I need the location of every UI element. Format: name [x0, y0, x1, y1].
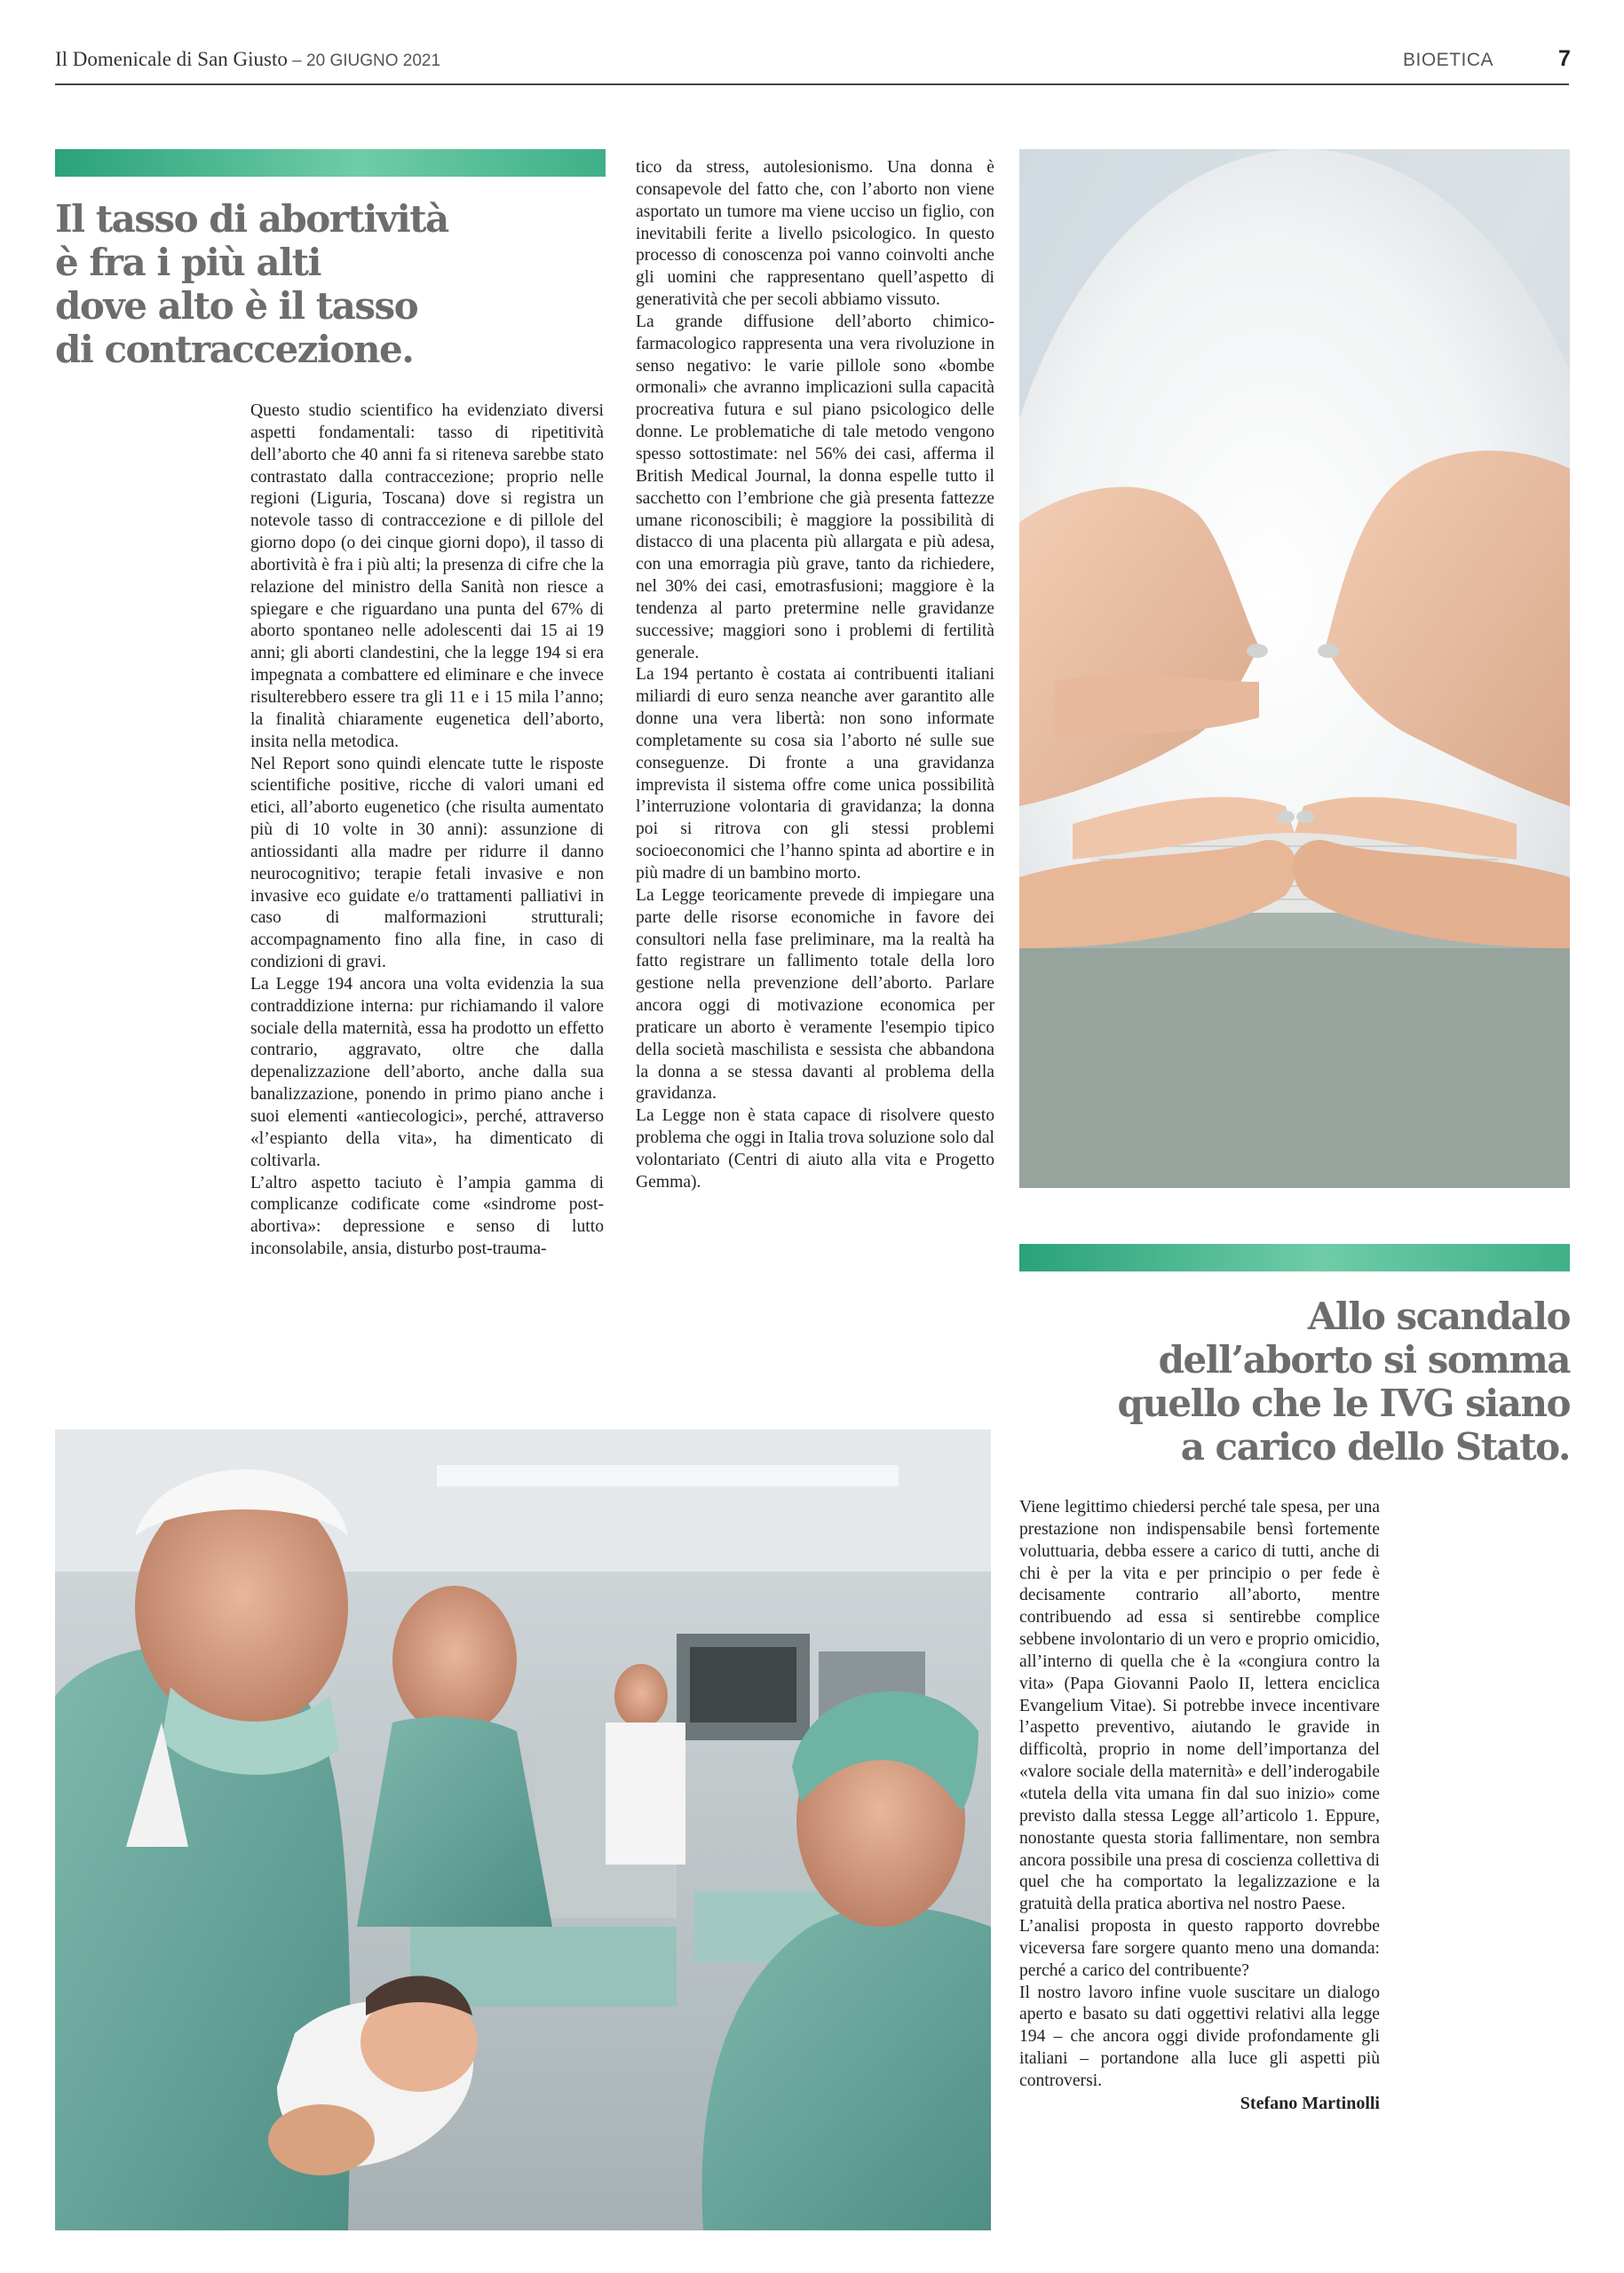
paragraph: Viene legittimo chiedersi perché tale spesa, per una prestazione non indispensabile bensì fortemente voluttuaria, debba essere a carico di tutti, anche di chi è per la vita e per principio o per fede è decisamente contrario all’aborto, mentre contribuendo ad essa si sentirebbe complice sebbene involontario di un vero e proprio omicidio, all’interno di quella che è la «congiura contro la vita» (Papa Giovanni Paolo II, lettera enciclica Evangelium Vitae). Si potrebbe invece incentivare l’aspetto preventivo, aiutando le gravide in difficoltà, proprio in nome dell’importanza del «valore sociale della maternità» e dell’inderogabile «tutela della vita umana fin dal suo inizio» come previsto dalla stessa Legge all’articolo 1. Eppure, nonostante questa storia fallimentare, non sembra ancora possibile una presa di coscienza collettiva di quel che ha comportato la legalizzazione e la gratuità della pratica abortiva nel nostro Paese.	[1019, 1498, 1380, 1914]
paragraph: Il nostro lavoro infine vuole suscitare un dialogo aperto e basato su dati oggettivi relativi alla legge 194 – che ancora oggi divide profondamente gli italiani – portandone alla luce gli aspetti più controversi.	[1019, 1983, 1380, 2090]
header-rule	[55, 83, 1569, 85]
issue-date: – 20 GIUGNO 2021	[287, 51, 441, 70]
paragraph: La Legge 194 ancora una volta evidenzia la sua contraddizione interna: pur richiamando il valore sociale della maternità, essa ha prodotto un effetto contrario, aggravato, oltre che dalla depenalizzazione dell’aborto, anche dalla sua banalizzazione, ponendo in primo piano anche i suoi elementi «antiecologici», perché, attraverso «l’espianto della vita», ha dimenticato di coltivarla.	[250, 974, 604, 1170]
pope-with-newborn-photo	[55, 1430, 991, 2230]
paragraph: L’altro aspetto taciuto è l’ampia gamma di complicanze codificate come «sindrome post-abortiva»: depressione e senso di lutto inconsolabile, ansia, disturbo post-trauma-	[250, 1173, 604, 1259]
paragraph: Nel Report sono quindi elencate tutte le risposte scientifiche positive, ricche di valori umani ed etici, all’aborto eugenetico (che risulta aumentato più di 10 volte in 30 anni): assunzione di antiossidanti alla madre per ridurre il danno neurocognitivo; terapie fetali invasive e non invasive eco guidate e/o trattamenti palliativi in caso di malformazioni strutturali; accompagnamento fino alla fine, in caso di condizioni di gravi.	[250, 754, 604, 972]
article-column-1	[250, 400, 604, 1261]
publication-header	[55, 48, 440, 71]
paragraph: Questo studio scientifico ha evidenziato diversi aspetti fondamentali: tasso di ripetitività dell’aborto che 40 anni fa si riteneva sarebbe stato contrastato dalla contraccezione; proprio nelle regioni (Liguria, Toscana) dove si registra un notevole tasso di contraccezione e di pillole del giorno dopo (o dei cinque giorni dopo), il tasso di abortività è fra i più alti; la presenza di cifre che la relazione del ministro della Sanità non riesce a spiegare e che riguardano una punta del 67% di aborto spontaneo nelle adolescenti dai 15 ai 19 anni; gli aborti clandestini, che la legge 194 si era impegnata a combattere ed eliminare e che invece risulterebbero essere tra gli 11 e i 15 mila l’anno; la finalità chiaramente eugenetica dell’aborto, insita nella metodica.	[250, 401, 604, 751]
page-number: 7	[1558, 46, 1571, 71]
headline-line: è fra i più alti	[55, 241, 321, 284]
paragraph: La 194 pertanto è costata ai contribuenti italiani miliardi di euro senza neanche aver garantito alle donne una vera libertà: non sono informate completamente su cosa sia l’aborto né sulle sue conseguenze. Di fronte a una gravidanza imprevista il sistema offre come unica possibilità l’interruzione volontaria di gravidanza; la donna poi si ritrova con gli stessi problemi socioeconomici che l’hanno spinta ad abortire e in più madre di un bambino morto.	[636, 665, 994, 883]
headline-line: a carico dello Stato.	[1180, 1425, 1570, 1469]
headline-contraception	[55, 197, 606, 371]
paragraph: La Legge non è stata capace di risolvere questo problema che oggi in Italia trova soluzione solo dal volontariato (Centri di aiuto alla vita e Progetto Gemma).	[636, 1106, 994, 1192]
paragraph: tico da stress, autolesionismo. Una donna è consapevole del fatto che, con l’aborto non viene asportato un tumore ma viene ucciso un figlio, con inevitabili ferite a livello psicologico. In questo processo di conoscenza poi vanno coinvolti anche gli uomini che rappresentano quell’aspetto di generatività che per secoli abbiamo vissuto.	[636, 158, 994, 310]
headline-line: quello che le IVG siano	[1117, 1382, 1570, 1425]
pregnancy-heart-hands-photo	[1019, 149, 1570, 1188]
paragraph: La Legge teoricamente prevede di impiegare una parte delle risorse economiche in favore dei consultori nella fase preliminare, ma la realtà ha fatto registrare un fallimento totale della loro gestione nella prevenzione dell’aborto. Parlare ancora oggi di motivazione economica per praticare un aborto è veramente l'esempio tipico della società maschilista e sessista che abbandona la donna a se stessa davanti al problema della gravidanza.	[636, 885, 994, 1104]
headline-line: di contraccezione.	[55, 328, 414, 371]
headline-ivg-cost	[1019, 1295, 1570, 1469]
publication-name: Il Domenicale di San Giusto	[55, 48, 288, 70]
article-column-3	[1019, 1497, 1380, 2115]
paragraph: La grande diffusione dell’aborto chimico-farmacologico rappresenta una vera rivoluzione in senso negativo: le varie pillole sono «bombe ormonali» che avranno implicazioni sulla capacità procreativa futura e sul piano psicologico delle donne. Le problematiche di tale metodo vengono spesso sottostimate: nel 56% dei casi, afferma il British Medical Journal, la donna espelle tutto il sacchetto con l’embrione che già presenta fattezze umane riconoscibili; è maggiore la possibilità di distacco di una placenta più allargata e più adesa, con una emorragia più grave, tanto da richiedere, nel 30% dei casi, emotrasfusioni; maggiore è la tendenza al parto pretermine nelle gravidanze successive; maggiori sono i problemi di fertilità generale.	[636, 312, 994, 662]
author-signature: Stefano Martinolli	[1240, 2093, 1380, 2113]
headline-line: dell’aborto si somma	[1158, 1338, 1570, 1382]
section-label: BIOETICA	[1403, 50, 1494, 70]
green-accent-bar-bottom	[1019, 1244, 1570, 1271]
paragraph: L’analisi proposta in questo rapporto dovrebbe viceversa fare sorgere quanto meno una domanda: perché a carico del contribuente?	[1019, 1917, 1380, 1980]
headline-line: Allo scandalo	[1307, 1295, 1570, 1338]
headline-line: Il tasso di abortività	[55, 197, 448, 241]
green-accent-bar-top	[55, 149, 606, 177]
article-column-2	[636, 157, 994, 1194]
headline-line: dove alto è il tasso	[55, 284, 418, 328]
